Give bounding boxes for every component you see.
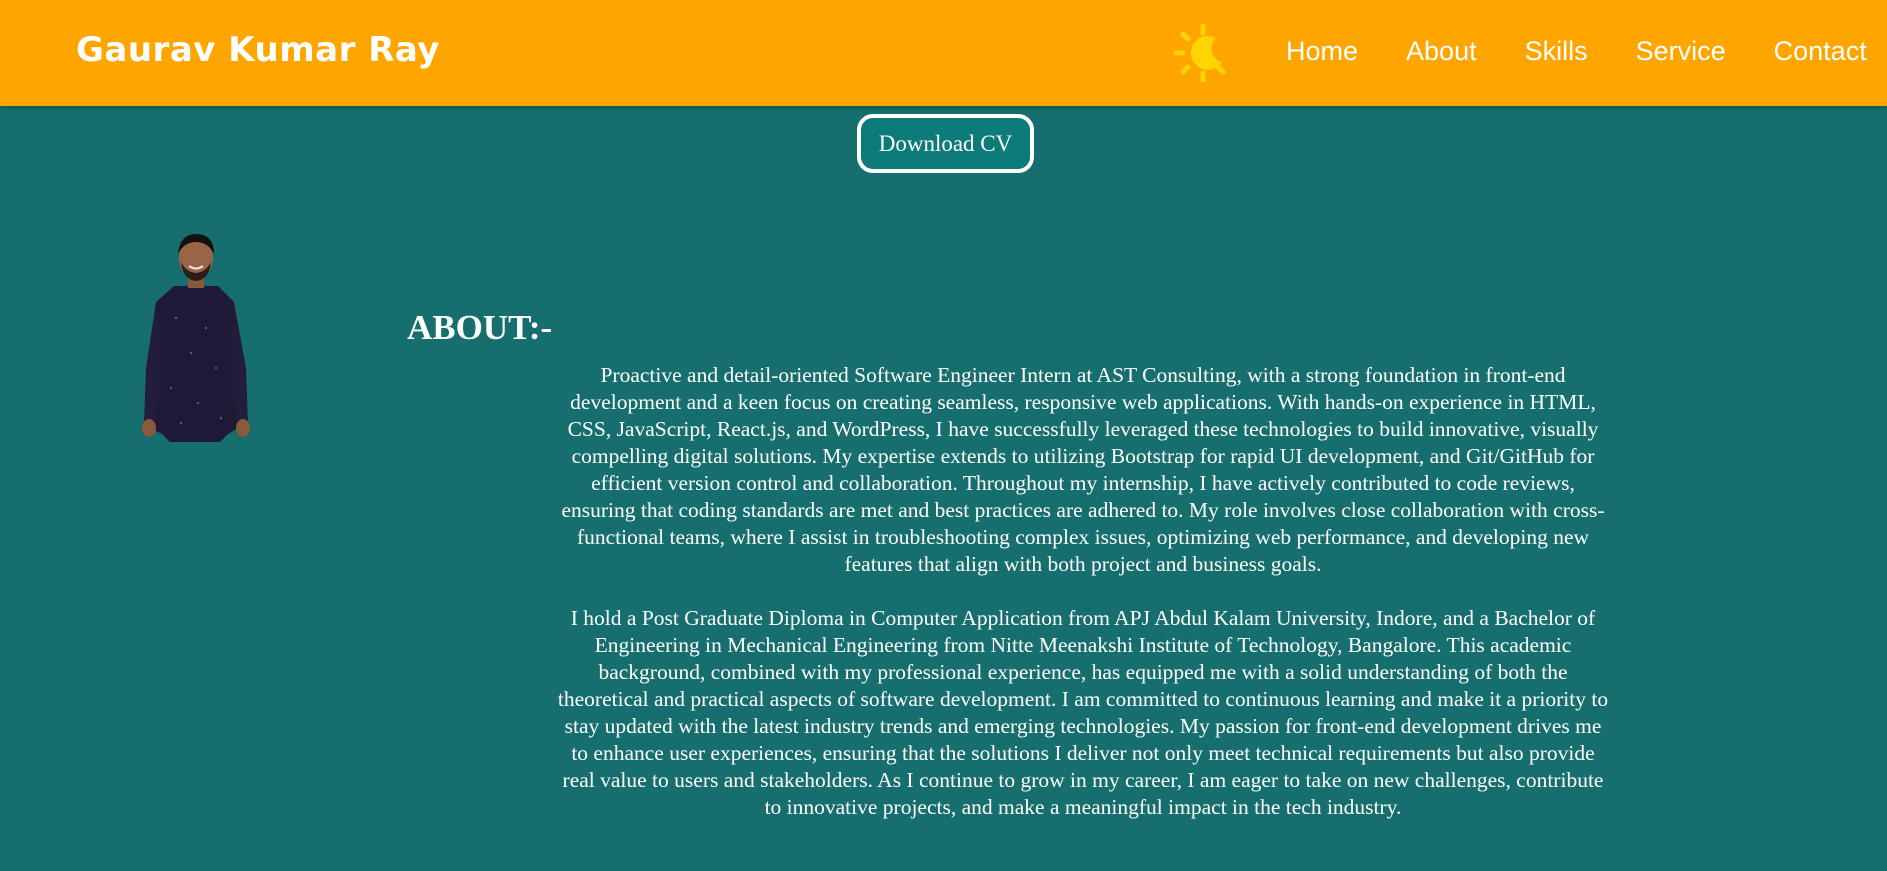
about-text [556,362,1610,848]
nav-skills-link[interactable]: Skills [1524,36,1588,66]
download-cv-button[interactable]: Download CV [857,114,1034,173]
brand-name[interactable]: Gaurav Kumar Ray [76,30,440,70]
theme-toggle-button[interactable] [1172,22,1234,84]
main-nav [1286,36,1867,67]
navbar [0,0,1887,106]
about-paragraph: Proactive and detail-oriented Software Engineer Intern at AST Consulting, with a strong foundation in front-end development and a keen focus on creating seamless, responsive web applications. With hands-on experience in HTML, CSS, JavaScript, React.js, and WordPress, I have successfully leveraged these technologies to build innovative, visually compelling digital solutions. My expertise extends to utilizing Bootstrap for rapid UI development, and Git/GitHub for efficient version control and collaboration. Throughout my internship, I have actively contributed to code reviews, ensuring that coding standards are met and best practices are adhered to. My role involves close collaboration with cross-functional teams, where I assist in troubleshooting complex issues, optimizing web performance, and developing new features that align with both project and business goals. [561,363,1605,576]
nav-home-link[interactable]: Home [1286,36,1359,66]
nav-about-link[interactable]: About [1406,36,1477,66]
profile-photo [136,228,256,442]
sun-moon-icon [1172,22,1234,84]
nav-service-link[interactable]: Service [1635,36,1726,66]
about-paragraph: I hold a Post Graduate Diploma in Computer Application from APJ Abdul Kalam University, Indore, and a Bachelor of Engineering in Mechanical Engineering from Nitte Meenakshi Institute of Technology, Bangalore. This academic background, combined with my professional experience, has equipped me with a solid understanding of both the theoretical and practical aspects of software development. I am committed to continuous learning and make it a priority to stay updated with the latest industry trends and emerging technologies. My passion for front-end development drives me to enhance user experiences, ensuring that the solutions I deliver not only meet technical requirements but also provide real value to users and stakeholders. As I continue to grow in my career, I am eager to take on new challenges, contribute to innovative projects, and make a meaningful impact in the tech industry. [557,606,1609,819]
nav-contact-link[interactable]: Contact [1773,36,1867,66]
about-heading: ABOUT:- [407,308,553,347]
